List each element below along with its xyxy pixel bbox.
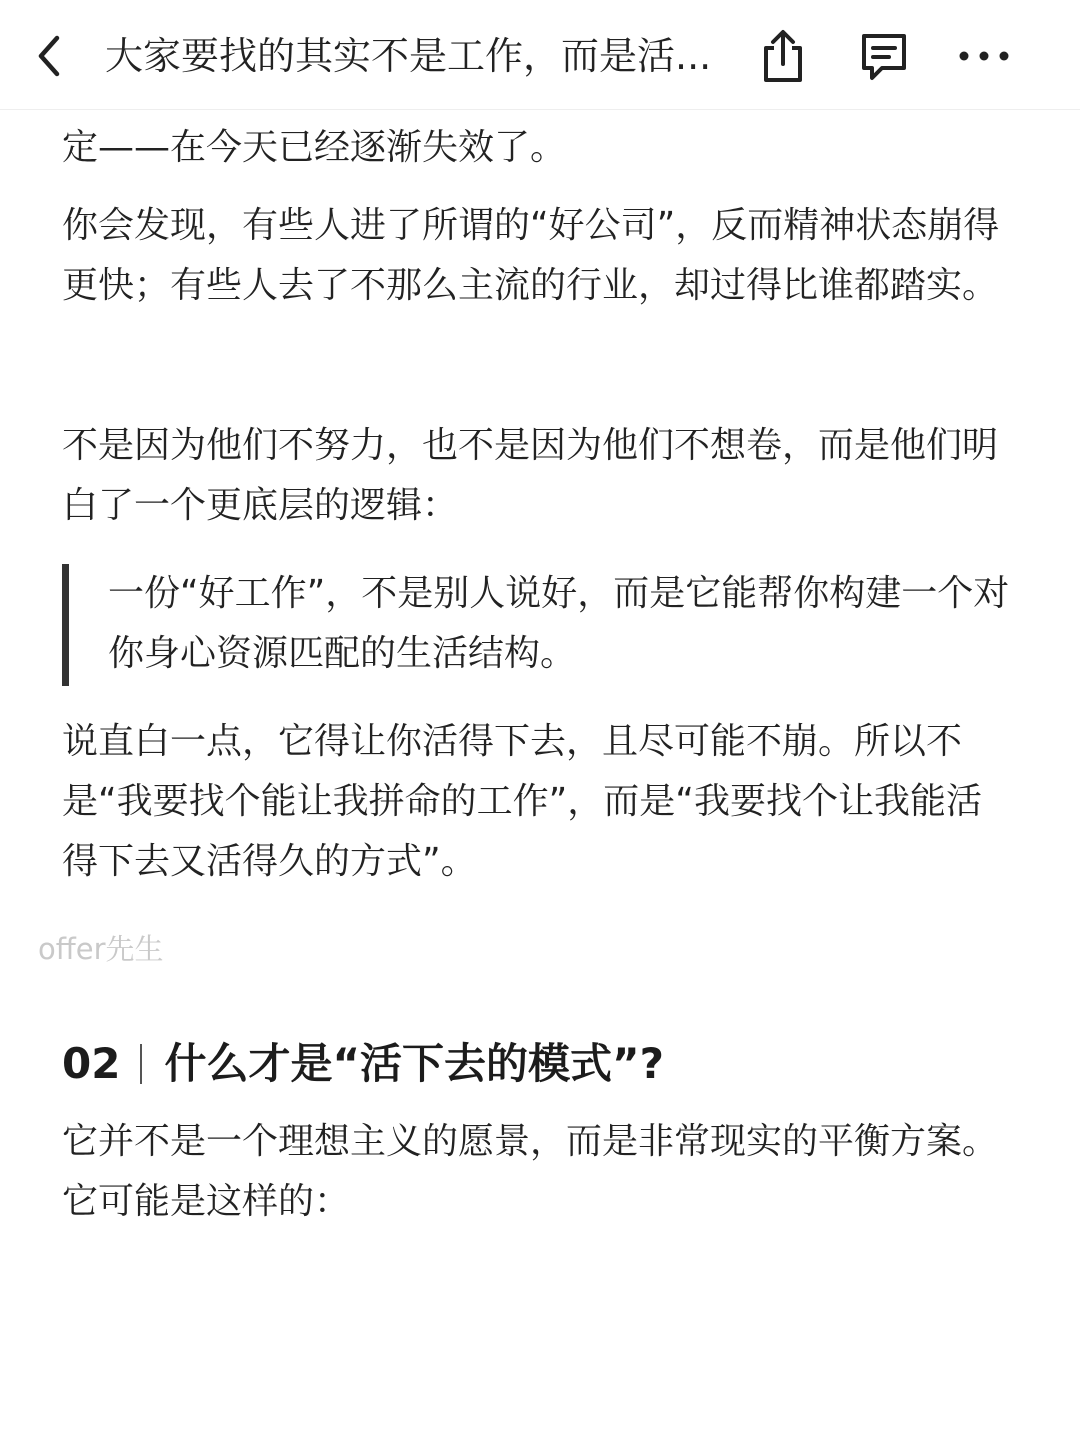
back-button[interactable] — [22, 28, 78, 84]
comment-icon — [856, 28, 912, 84]
section-heading — [62, 1034, 1012, 1094]
share-button[interactable] — [751, 24, 815, 88]
heading-divider — [140, 1044, 142, 1084]
article-body — [62, 118, 1012, 1232]
blockquote — [62, 564, 1012, 684]
paragraph-4: 说直白一点，它得让你活得下去，且尽可能不崩。所以不是“我要找个能让我拼命的工作”，而是“我要找个让我能活得下去又活得久的方式”。 — [62, 721, 982, 882]
paragraph-3: 不是因为他们不努力，也不是因为他们不想卷，而是他们明白了一个更底层的逻辑： — [62, 425, 999, 526]
share-icon — [757, 28, 809, 84]
comment-button[interactable] — [852, 24, 916, 88]
section-number: 02 — [62, 1039, 121, 1088]
paragraph-2: 你会发现，有些人进了所谓的“好公司”，反而精神状态崩得更快；有些人去了不那么主流的行业，却过得比谁都踏实。 — [62, 205, 1000, 306]
more-button[interactable] — [952, 24, 1016, 88]
section-title: 什么才是“活下去的模式”? — [164, 1039, 665, 1088]
watermark: offer先生 — [38, 932, 164, 966]
quote-bar — [62, 564, 69, 686]
more-icon — [954, 46, 1014, 66]
chevron-left-icon — [30, 32, 70, 80]
top-navigation-bar — [0, 0, 1080, 110]
paragraph-1: 定——在今天已经逐渐失效了。 — [62, 127, 567, 168]
paragraph-5: 它并不是一个理想主义的愿景，而是非常现实的平衡方案。它可能是这样的： — [62, 1121, 999, 1222]
page-title: 大家要找的其实不是工作，而是活... — [105, 34, 712, 78]
quote-text: 一份“好工作”，不是别人说好，而是它能帮你构建一个对你身心资源匹配的生活结构。 — [108, 573, 1010, 674]
